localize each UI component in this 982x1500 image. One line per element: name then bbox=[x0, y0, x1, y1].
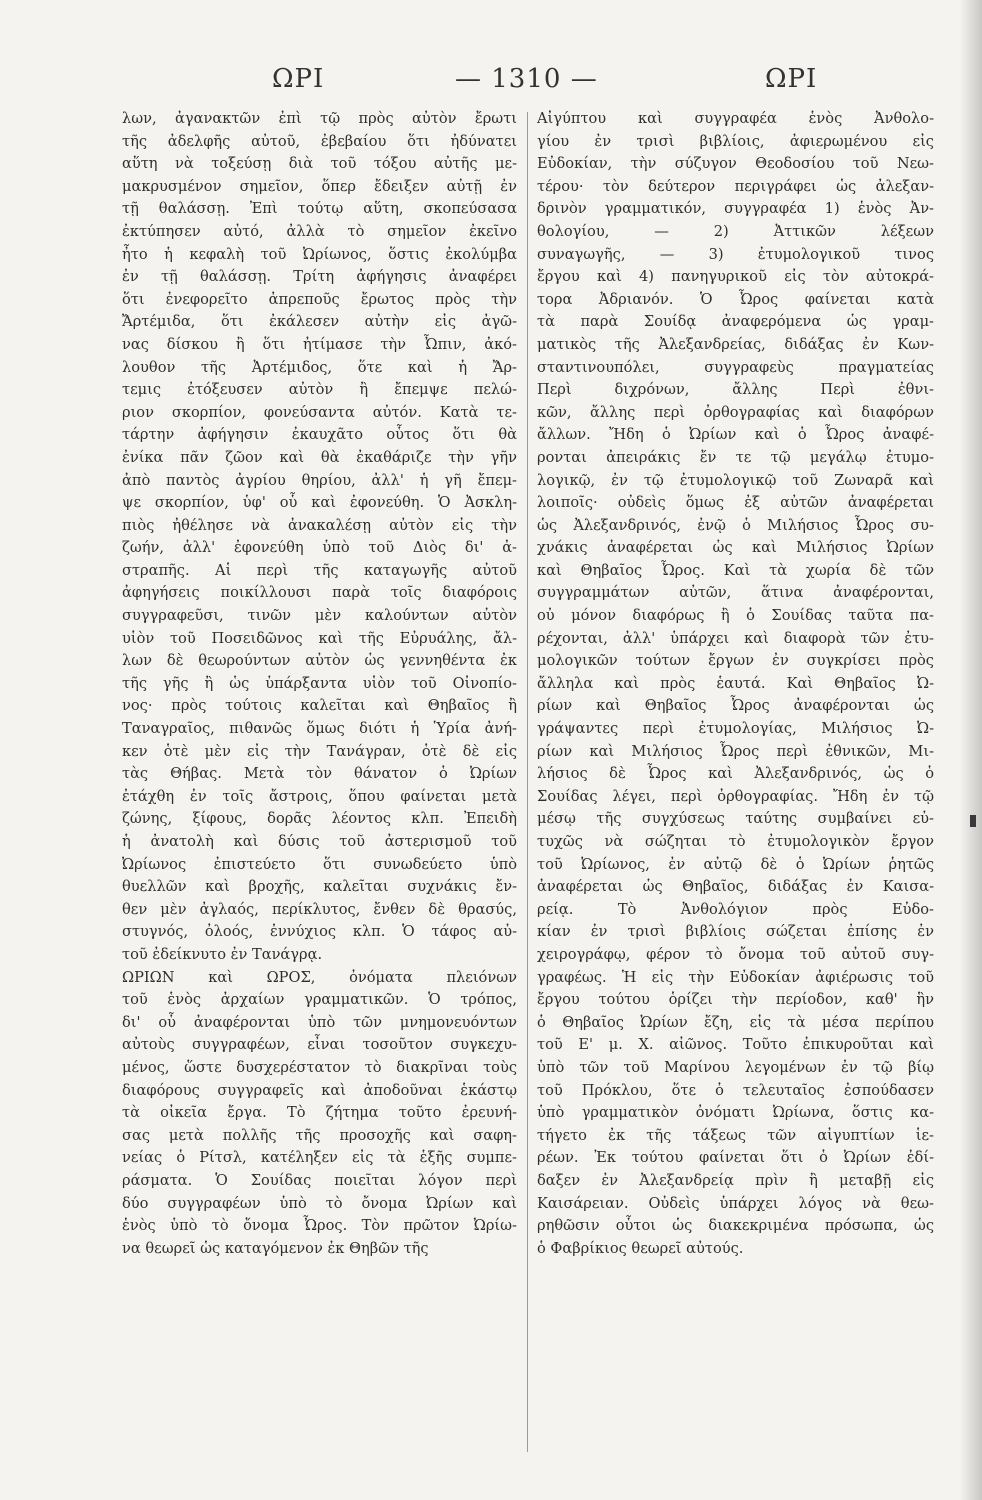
text-line: ψε σκορπίον, ὑφ' οὗ καὶ ἐφονεύθη. Ὁ Ἀσκλη- bbox=[122, 494, 517, 512]
running-header bbox=[0, 58, 982, 98]
text-line: λογικῷ, ἐν τῷ ἐτυμολογικῷ τοῦ Ζωναρᾶ καὶ bbox=[537, 471, 934, 489]
text-line: τὰ παρὰ Σουίδᾳ ἀναφερόμενα ὡς γραμ- bbox=[537, 313, 934, 331]
text-line: μακρυσμένον σημεῖον, ὅπερ ἔδειξεν αὐτῇ ἐν bbox=[122, 177, 517, 195]
text-line: τοῦ Ε' μ. Χ. αἰῶνος. Τοῦτο ἐπικυροῦται καὶ bbox=[537, 1036, 934, 1054]
left-text-column bbox=[122, 108, 517, 1260]
text-line: τῇ θαλάσσῃ. Ἐπὶ τούτῳ αὕτη, σκοπεύσασα bbox=[122, 200, 517, 218]
text-line: ἄλλων. Ἤδη ὁ Ὠρίων καὶ ὁ Ὦρος ἀναφέ- bbox=[537, 426, 934, 444]
column-divider bbox=[527, 112, 528, 1452]
text-line: Καισάρειαν. Οὐδεὶς ὑπάρχει λόγος νὰ θεω- bbox=[537, 1194, 934, 1212]
text-line: ἐκτύπησεν αὐτό, ἀλλὰ τὸ σημεῖον ἐκεῖνο bbox=[122, 222, 517, 240]
text-line: θεν μὲν ἀγλαός, περίκλυτος, ἔνθεν δὲ θρασύς, bbox=[122, 900, 517, 918]
text-line: ἐτάχθη ἐν τοῖς ἄστροις, ὅπου φαίνεται μετὰ bbox=[122, 787, 517, 805]
text-line: ἀναφέρεται ὡς Θηβαῖος, διδάξας ἐν Καισα- bbox=[537, 878, 934, 896]
text-line: ρηθῶσιν οὗτοι ὡς διακεκριμένα πρόσωπα, ὡς bbox=[537, 1217, 934, 1235]
binding-shadow bbox=[960, 0, 982, 1500]
text-line: στυγνός, ὀλοός, ἐννύχιος κλπ. Ὁ τάφος αὐ- bbox=[122, 923, 517, 941]
text-line: κεν ὁτὲ μὲν εἰς τὴν Τανάγραν, ὁτὲ δὲ εἰς bbox=[122, 742, 517, 760]
text-line: ριον σκορπίον, φονεύσαντα αὐτόν. Κατὰ τε- bbox=[122, 403, 517, 421]
text-line: ἑνὸς ὑπὸ τὸ ὄνομα Ὦρος. Τὸν πρῶτον Ὠρίω- bbox=[122, 1217, 517, 1235]
text-line: δύο συγγραφέων ὑπὸ τὸ ὄνομα Ὠρίων καὶ bbox=[122, 1194, 517, 1212]
text-line: Περὶ διχρόνων, ἄλλης Περὶ ἐθνι- bbox=[537, 381, 934, 399]
text-line: ΩΡΙΩΝ καὶ ΩΡΟΣ, ὀνόματα πλειόνων bbox=[122, 968, 517, 986]
page-number: — 1310 — bbox=[455, 64, 598, 94]
text-line: ἄλληλα καὶ πρὸς ἑαυτά. Καὶ Θηβαῖος Ὠ- bbox=[537, 674, 934, 692]
header-right-keyword: ΩΡΙ bbox=[765, 64, 818, 94]
text-line: κῶν, ἄλλης περὶ ὀρθογραφίας καὶ διαφόρων bbox=[537, 403, 934, 421]
text-line: ἦτο ἡ κεφαλὴ τοῦ Ὠρίωνος, ὅστις ἐκολύμβα bbox=[122, 245, 517, 263]
text-line: τήγετο ἐκ τῆς τάξεως τῶν αἰγυπτίων ἱε- bbox=[537, 1126, 934, 1144]
text-line: τορα Ἀδριανόν. Ὁ Ὦρος φαίνεται κατὰ bbox=[537, 290, 934, 308]
text-line: μένος, ὥστε δυσχερέστατον τὸ διακρῖναι τοὺς bbox=[122, 1058, 517, 1076]
text-line: κίαν ἐν τρισὶ βιβλίοις σώζεται ἐπίσης ἐν bbox=[537, 923, 934, 941]
text-line: Σουίδας λέγει, περὶ ὀρθογραφίας. Ἤδη ἐν τῷ bbox=[537, 787, 934, 805]
text-line: αὕτη νὰ τοξεύσῃ διὰ τοῦ τόξου αὐτῆς με- bbox=[122, 155, 517, 173]
text-line: δι' οὗ ἀναφέρονται ὑπὸ τῶν μνημονευόντων bbox=[122, 1013, 517, 1031]
text-line: τοῦ Ὠρίωνος, ἐν αὐτῷ δὲ ὁ Ὠρίων ῥητῶς bbox=[537, 855, 934, 873]
text-line: λων δὲ θεωρούντων αὐτὸν ὡς γεννηθέντα ἐκ bbox=[122, 652, 517, 670]
text-line: Εὐδοκίαν, τὴν σύζυγον Θεοδοσίου τοῦ Νεω- bbox=[537, 155, 934, 173]
text-line: Ἄρτέμιδα, ὅτι ἐκάλεσεν αὐτὴν εἰς ἀγῶ- bbox=[122, 313, 517, 331]
right-text-column bbox=[537, 108, 934, 1260]
text-line: χνάκις ἀναφέρεται ὡς καὶ Μιλήσιος Ὠρίων bbox=[537, 539, 934, 557]
text-line: γράψαντες περὶ ἐτυμολογίας, Μιλήσιος Ὠ- bbox=[537, 720, 934, 738]
text-line: ρέχονται, ἀλλ' ὑπάρχει καὶ διαφορὰ τῶν ἐτυ- bbox=[537, 629, 934, 647]
text-line: νείας ὁ Ρίτσλ, κατέληξεν εἰς τὰ ἑξῆς συμπε- bbox=[122, 1149, 517, 1167]
text-line: ζωήν, ἀλλ' ἐφονεύθη ὑπὸ τοῦ Διὸς δι' ἀ- bbox=[122, 539, 517, 557]
text-line: θυελλῶν καὶ βροχῆς, καλεῖται συχνάκις ἔν- bbox=[122, 878, 517, 896]
text-line: δρινὸν γραμματικόν, συγγραφέα 1) ἑνὸς Ἀν- bbox=[537, 200, 934, 218]
text-line: ράσματα. Ὁ Σουίδας ποιεῖται λόγον περὶ bbox=[122, 1171, 517, 1189]
text-line: Αἰγύπτου καὶ συγγραφέα ἑνὸς Ἀνθολο- bbox=[537, 110, 934, 127]
text-line: οὐ μόνον διαφόρως ἢ ὁ Σουίδας ταῦτα πα- bbox=[537, 607, 934, 625]
text-line: καὶ Θηβαῖος Ὦρος. Καὶ τὰ χωρία δὲ τῶν bbox=[537, 561, 934, 579]
text-line: υἱὸν τοῦ Ποσειδῶνος καὶ τῆς Εὐρυάλης, ἄλ- bbox=[122, 629, 517, 647]
text-line: ἔργου τούτου ὁρίζει τὴν περίοδον, καθ' ἣν bbox=[537, 991, 934, 1009]
text-line: τῆς ἀδελφῆς αὐτοῦ, ἐβεβαίου ὅτι ἠδύνατει bbox=[122, 132, 517, 150]
text-line: ὅτι ἐνεφορεῖτο ἀπρεποῦς ἔρωτος πρὸς τὴν bbox=[122, 290, 517, 308]
text-line: ζώνης, ξίφους, δορᾶς λέοντος κλπ. Ἐπειδὴ bbox=[122, 810, 517, 828]
text-line: ὑπὸ γραμματικὸν ὀνόματι Ὠρίωνα, ὅστις κα- bbox=[537, 1104, 934, 1122]
text-line: λήσιος δὲ Ὦρος καὶ Ἀλεξανδρινός, ὡς ὁ bbox=[537, 765, 934, 783]
text-line: ἀπὸ παντὸς ἀγρίου θηρίου, ἀλλ' ἡ γῆ ἔπεμ- bbox=[122, 471, 517, 489]
text-line: ὑπὸ τῶν τοῦ Μαρίνου λεγομένων ἐν τῷ βίῳ bbox=[537, 1058, 934, 1076]
text-line: ἐν τῇ θαλάσσῃ. Τρίτη ἀφήγησις ἀναφέρει bbox=[122, 268, 517, 286]
text-line: διαφόρους συγγραφεῖς καὶ ἀποδοῦναι ἑκάστῳ bbox=[122, 1081, 517, 1099]
text-line: ὁ Θηβαῖος Ὠρίων ἔζη, εἰς τὰ μέσα περίπου bbox=[537, 1013, 934, 1031]
text-line: να θεωρεῖ ὡς καταγόμενον ἐκ Θηβῶν τῆς bbox=[122, 1239, 429, 1257]
text-line: Ταναγραῖος, πιθανῶς ὅμως διότι ἡ Ὑρία ἀνή- bbox=[122, 720, 517, 738]
text-line: στραπῆς. Αἱ περὶ τῆς καταγωγῆς αὐτοῦ bbox=[122, 561, 517, 579]
text-line: αὐτοὺς συγγραφέων, εἶναι τοσοῦτον συγκεχυ- bbox=[122, 1036, 517, 1054]
text-line: συναγωγῆς, — 3) ἐτυμολογικοῦ τινος bbox=[537, 245, 934, 263]
text-line: ἐνίκα πᾶν ζῶον καὶ θὰ ἐκαθάριζε τὴν γῆν bbox=[122, 448, 517, 466]
text-line: μέσῳ τῆς συγχύσεως ταύτης συμβαίνει εὐ- bbox=[537, 810, 934, 828]
text-line: ἀφηγήσεις ποικίλλουσι παρὰ τοῖς διαφόροις bbox=[122, 584, 517, 602]
text-line: ἡ ἀνατολὴ καὶ δύσις τοῦ ἀστερισμοῦ τοῦ bbox=[122, 833, 517, 850]
text-line: τυχῶς νὰ σώζηται τὸ ἐτυμολογικὸν ἔργον bbox=[537, 833, 934, 850]
text-line: ρονται ἀπειράκις ἔν τε τῷ μεγάλῳ ἐτυμο- bbox=[537, 448, 934, 466]
text-line: λων, ἀγανακτῶν ἐπὶ τῷ πρὸς αὐτὸν ἔρωτι bbox=[122, 110, 517, 127]
header-left-keyword: ΩΡΙ bbox=[272, 64, 325, 94]
text-line: σταντινουπόλει, συγγραφεὺς πραγματείας bbox=[537, 358, 934, 376]
text-line: τέρου· τὸν δεύτερον περιγράφει ὡς ἀλεξαν- bbox=[537, 177, 934, 195]
text-line: τῆς γῆς ἢ ὡς ὑπάρξαντα υἱὸν τοῦ Οἰνοπίο- bbox=[122, 674, 517, 692]
text-line: γραφέως. Ἡ εἰς τὴν Εὐδοκίαν ἀφιέρωσις τοῦ bbox=[537, 968, 934, 986]
text-line: πιὸς ἠθέλησε νὰ ἀνακαλέσῃ αὐτὸν εἰς τὴν bbox=[122, 516, 517, 534]
text-line: ρίων καὶ Θηβαῖος Ὦρος ἀναφέρονται ὡς bbox=[537, 697, 934, 715]
text-line: τὰ οἰκεῖα ἔργα. Τὸ ζήτημα τοῦτο ἐρευνή- bbox=[122, 1104, 517, 1122]
text-line: ματικὸς τῆς Ἀλεξανδρείας, διδάξας ἐν Κων- bbox=[537, 335, 934, 353]
text-line: ρίων καὶ Μιλήσιος Ὦρος περὶ ἐθνικῶν, Μι- bbox=[537, 742, 934, 760]
text-line: τοῦ ἑνὸς ἀρχαίων γραμματικῶν. Ὁ τρόπος, bbox=[122, 991, 517, 1009]
text-line: ὡς Ἀλεξανδρινός, ἐνῷ ὁ Μιλήσιος Ὦρος συ- bbox=[537, 516, 934, 534]
text-line: δαξεν ἐν Ἀλεξανδρείᾳ πρὶν ἢ μεταβῇ εἰς bbox=[537, 1171, 934, 1189]
text-line: τοῦ ἐδείκνυτο ἐν Τανάγρᾳ. bbox=[122, 945, 323, 963]
text-line: τεμις ἐτόξευσεν αὐτὸν ἢ ἔπεμψε πελώ- bbox=[122, 381, 517, 399]
text-line: ρέων. Ἐκ τούτου φαίνεται ὅτι ὁ Ὠρίων ἐδί- bbox=[537, 1149, 934, 1167]
text-line: ρείᾳ. Τὸ Ἀνθολόγιον πρὸς Εὐδο- bbox=[537, 900, 934, 918]
text-line: σας μετὰ πολλῆς τῆς προσοχῆς καὶ σαφη- bbox=[122, 1126, 517, 1144]
text-line: λοιποῖς· οὐδεὶς ὅμως ἐξ αὐτῶν ἀναφέρεται bbox=[537, 494, 934, 512]
text-line: λουθον τῆς Ἀρτέμιδος, ὅτε καὶ ἡ Ἄρ- bbox=[122, 358, 517, 376]
text-line: τάρτην ἀφήγησιν ἐκαυχᾶτο οὗτος ὅτι θὰ bbox=[122, 426, 517, 444]
scan-mark bbox=[970, 815, 976, 827]
text-line: μολογικῶν τούτων ἔργων ἐν συγκρίσει πρὸς bbox=[537, 652, 934, 670]
text-line: θολογίου, — 2) Ἀττικῶν λέξεων bbox=[537, 222, 934, 240]
text-line: τοῦ Πρόκλου, ὅτε ὁ τελευταῖος ἐσπούδασεν bbox=[537, 1081, 934, 1099]
text-line: Ὠρίωνος ἐπιστεύετο ὅτι συνωδεύετο ὑπὸ bbox=[122, 855, 517, 873]
text-line: ὁ Φαβρίκιος θεωρεῖ αὐτούς. bbox=[537, 1239, 744, 1257]
text-line: νας δίσκου ἢ ὅτι ἠτίμασε τὴν Ὦπιν, ἀκό- bbox=[122, 335, 517, 353]
text-line: χειρογράφῳ, φέρον τὸ ὄνομα τοῦ αὐτοῦ συγ- bbox=[537, 945, 934, 963]
text-line: τὰς Θήβας. Μετὰ τὸν θάνατον ὁ Ὠρίων bbox=[122, 765, 517, 783]
text-line: συγγραφεῦσι, τινῶν μὲν καλούντων αὐτὸν bbox=[122, 607, 517, 625]
text-line: ἔργου καὶ 4) πανηγυρικοῦ εἰς τὸν αὐτοκρά- bbox=[537, 268, 934, 286]
text-line: γίου ἐν τρισὶ βιβλίοις, ἀφιερωμένου εἰς bbox=[537, 132, 934, 150]
text-line: νος· πρὸς τούτοις καλεῖται καὶ Θηβαῖος ἢ bbox=[122, 697, 517, 715]
text-line: συγγραμμάτων αὐτῶν, ἅτινα ἀναφέρονται, bbox=[537, 584, 934, 602]
